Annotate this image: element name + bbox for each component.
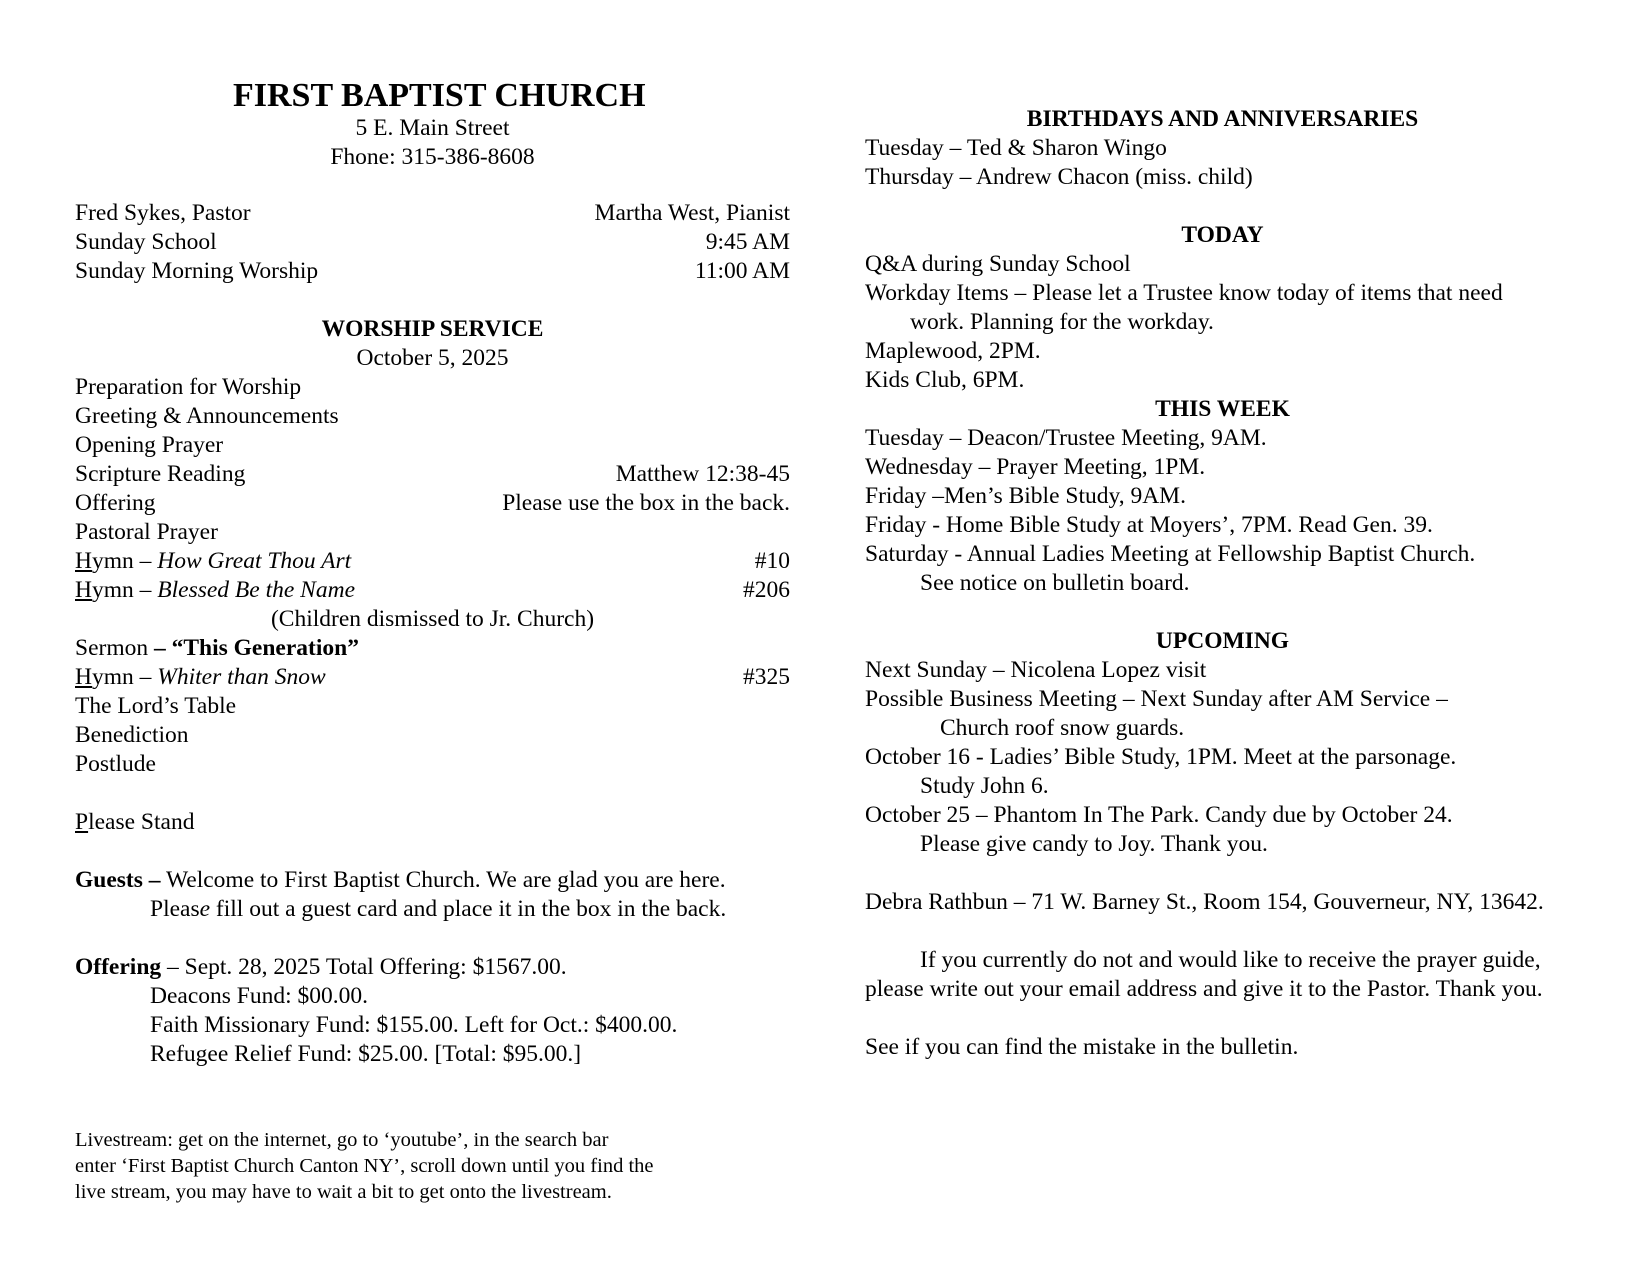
upcoming-item-cont: Please give candy to Joy. Thank you. <box>920 831 1268 857</box>
italic-e-typo: e <box>199 896 211 922</box>
today-item: Maplewood, 2PM. <box>865 338 1041 364</box>
church-phone: Fhone: 315-386-8608 <box>330 144 535 170</box>
stand-marker: H <box>75 664 92 690</box>
upcoming-item: Next Sunday – Nicolena Lopez visit <box>865 657 1207 683</box>
offering-total: – Sept. 28, 2025 Total Offering: $1567.00. <box>161 954 567 980</box>
hymn-number: #206 <box>743 577 790 603</box>
this-week-heading: THIS WEEK <box>1155 396 1290 422</box>
this-week-item: Friday - Home Bible Study at Moyers’, 7PM. Read Gen. 39. <box>865 512 1433 538</box>
hymn-title: Blessed Be the Name <box>157 577 355 603</box>
hymn-label <box>75 576 355 605</box>
hymn-label <box>75 547 351 576</box>
worship-service <box>75 315 790 1069</box>
hymn-row <box>75 663 790 692</box>
order-item-label: Greeting & Announcements <box>75 403 339 429</box>
children-dismissed-note: (Children dismissed to Jr. Church) <box>270 606 595 632</box>
today-heading: TODAY <box>1181 222 1264 248</box>
upcoming-item: Possible Business Meeting – Next Sunday after AM Service – <box>865 686 1448 712</box>
this-week-item: Friday –Men’s Bible Study, 9AM. <box>865 483 1186 509</box>
this-week-item-cont: See notice on bulletin board. <box>920 570 1190 596</box>
staff-left: Fred Sykes, Pastor <box>75 200 251 226</box>
staff-row <box>75 257 790 286</box>
order-item-scripture <box>75 460 790 489</box>
hymn-number: #325 <box>743 664 790 690</box>
this-week-item: Wednesday – Prayer Meeting, 1PM. <box>865 454 1206 480</box>
staff-left: Sunday Morning Worship <box>75 258 319 284</box>
guests-line2 <box>75 895 790 924</box>
birthdays-heading: BIRTHDAYS AND ANNIVERSARIES <box>1026 106 1419 132</box>
staff-right: Martha West, Pianist <box>594 200 790 226</box>
hymn-label <box>75 663 326 692</box>
this-week-item: Tuesday – Deacon/Trustee Meeting, 9AM. <box>865 425 1267 451</box>
hymn-prefix: ymn – <box>91 548 158 574</box>
birthday-item: Thursday – Andrew Chacon (miss. child) <box>865 164 1253 190</box>
livestream-instructions <box>75 1127 653 1205</box>
hymn-row <box>75 576 790 605</box>
guests-text: fill out a guest card and place it in the box in the back. <box>210 896 727 922</box>
staff-left: Sunday School <box>75 229 217 255</box>
announcements <box>865 105 1625 1062</box>
address-note: Debra Rathbun – 71 W. Barney St., Room 154, Gouverneur, NY, 13642. <box>865 889 1544 915</box>
guests-text: Pleas <box>150 896 200 922</box>
stand-marker: P <box>75 809 89 835</box>
upcoming-item: October 16 - Ladies’ Bible Study, 1PM. Meet at the parsonage. <box>865 744 1457 770</box>
order-item-label: Preparation for Worship <box>75 374 302 400</box>
order-item <box>75 402 790 431</box>
this-week-item: Saturday - Annual Ladies Meeting at Fellowship Baptist Church. <box>865 541 1476 567</box>
scripture-reference: Matthew 12:38-45 <box>615 461 790 487</box>
refugee-relief-fund: Refugee Relief Fund: $25.00. [Total: $95.00.] <box>150 1041 582 1067</box>
order-item: The Lord’s Table <box>75 693 237 719</box>
staff-row <box>75 228 790 257</box>
hymn-title: Whiter than Snow <box>157 664 326 690</box>
offering-label: Offering <box>75 954 162 980</box>
staff-row <box>75 199 790 228</box>
sermon-title: – “This Generation” <box>153 635 359 661</box>
order-item: Benediction <box>75 722 189 748</box>
livestream-line: live stream, you may have to wait a bit to get onto the livestream. <box>75 1181 612 1203</box>
stand-marker: H <box>75 548 92 574</box>
please-stand-text: lease Stand <box>88 809 195 835</box>
today-item: Workday Items – Please let a Trustee know today of items that need <box>865 280 1503 306</box>
order-item-label: Offering <box>75 490 156 516</box>
today-item: Q&A during Sunday School <box>865 251 1131 277</box>
upcoming-heading: UPCOMING <box>1155 628 1290 654</box>
deacons-fund: Deacons Fund: $00.00. <box>150 983 369 1009</box>
order-item <box>75 431 790 460</box>
livestream-line: enter ‘First Baptist Church Canton NY’, scroll down until you find the <box>75 1155 654 1177</box>
staff-list <box>75 199 790 286</box>
today-item: Kids Club, 6PM. <box>865 367 1025 393</box>
worship-date: October 5, 2025 <box>356 345 509 371</box>
guests-text: Welcome to First Baptist Church. We are glad you are here. <box>160 867 726 893</box>
stand-marker: H <box>75 577 92 603</box>
order-item <box>75 518 790 547</box>
order-item <box>75 373 790 402</box>
order-item-label: Opening Prayer <box>75 432 224 458</box>
guests-label: Guests – <box>75 867 161 893</box>
upcoming-item-cont: Church roof snow guards. <box>940 715 1185 741</box>
prayer-guide-line2: please write out your email address and give it to the Pastor. Thank you. <box>865 976 1543 1002</box>
hymn-title: How Great Thou Art <box>157 548 352 574</box>
staff-right: 11:00 AM <box>694 258 790 284</box>
hymn-prefix: ymn – <box>91 664 158 690</box>
order-item-label: Scripture Reading <box>75 461 246 487</box>
birthday-item: Tuesday – Ted & Sharon Wingo <box>865 135 1167 161</box>
today-item-cont: work. Planning for the workday. <box>910 309 1214 335</box>
offering-line1 <box>75 953 790 982</box>
sermon-row <box>75 634 790 663</box>
worship-heading: WORSHIP SERVICE <box>321 316 544 342</box>
guests-line1 <box>75 866 790 895</box>
faith-missionary-fund: Faith Missionary Fund: $155.00. Left for Oct.: $400.00. <box>150 1012 678 1038</box>
church-address: 5 E. Main Street <box>355 115 510 141</box>
offering-note: Please use the box in the back. <box>502 490 790 516</box>
prayer-guide-line1: If you currently do not and would like to receive the prayer guide, <box>920 947 1541 973</box>
upcoming-item: October 25 – Phantom In The Park. Candy due by October 24. <box>865 802 1453 828</box>
order-item-label: Pastoral Prayer <box>75 519 218 545</box>
hymn-prefix: ymn – <box>91 577 158 603</box>
sermon-label: Sermon <box>75 635 154 661</box>
order-item-offering <box>75 489 790 518</box>
mistake-note: See if you can find the mistake in the bulletin. <box>865 1034 1299 1060</box>
hymn-number: #10 <box>754 548 790 574</box>
church-name: FIRST BAPTIST CHURCH <box>233 77 646 114</box>
order-item: Postlude <box>75 751 156 777</box>
livestream-line: Livestream: get on the internet, go to ‘youtube’, in the search bar <box>75 1129 609 1151</box>
upcoming-item-cont: Study John 6. <box>920 773 1049 799</box>
please-stand-legend <box>75 808 790 837</box>
staff-right: 9:45 AM <box>705 229 790 255</box>
hymn-row <box>75 547 790 576</box>
